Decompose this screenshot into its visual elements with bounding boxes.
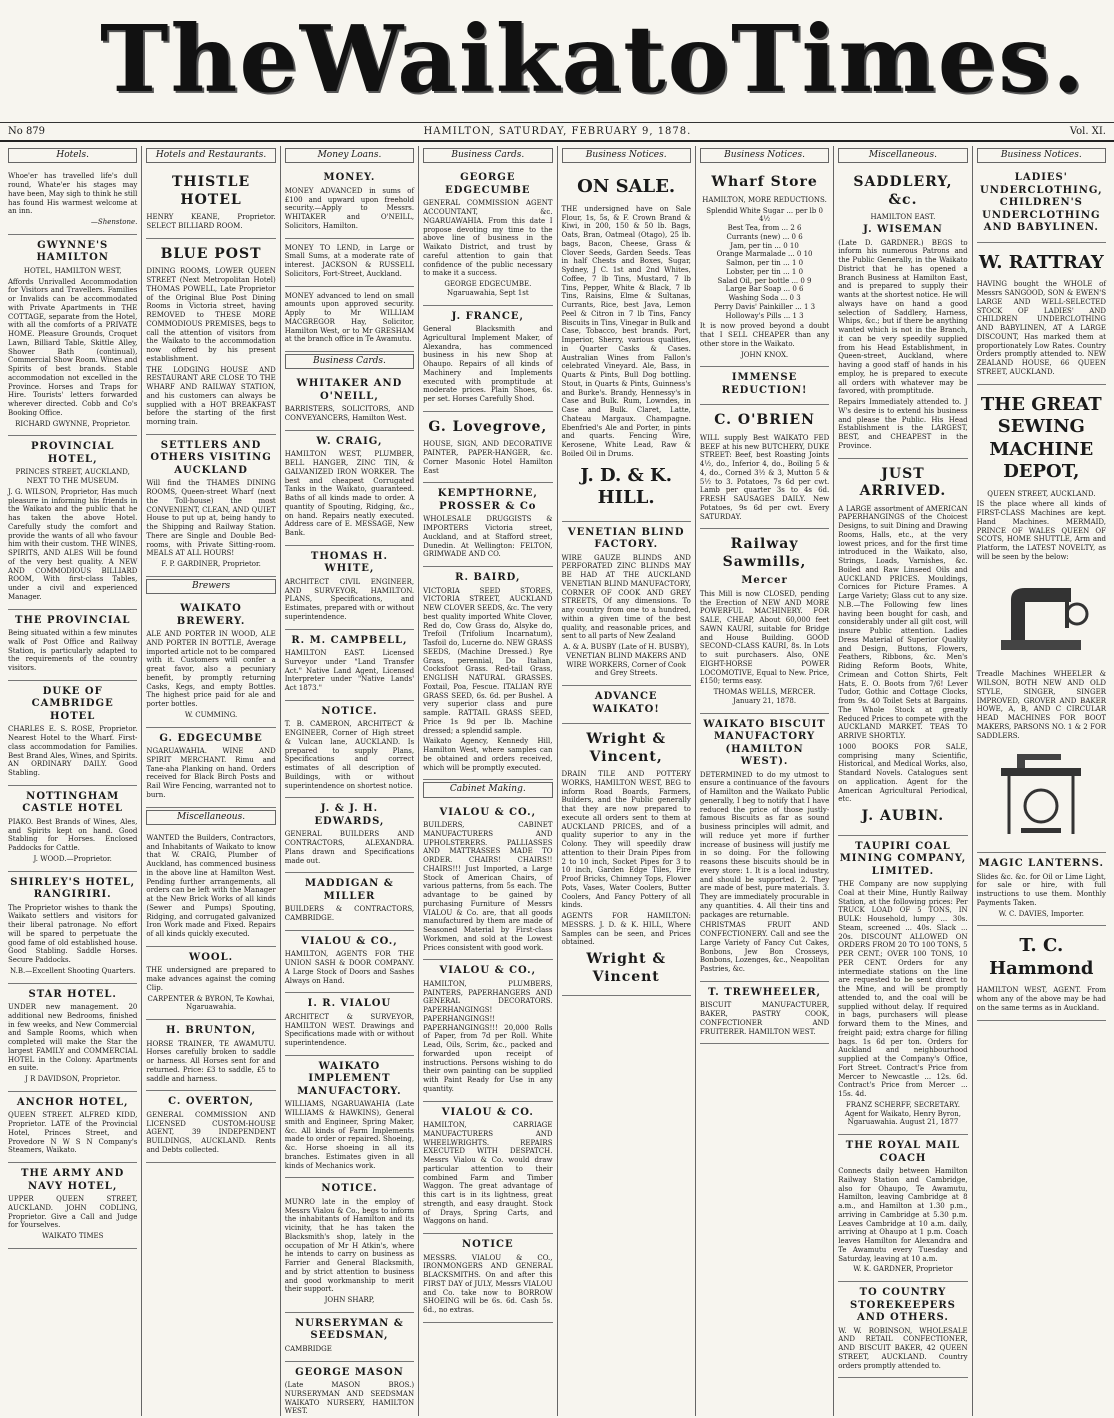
section-heading: Business Notices. — [562, 148, 691, 163]
place-date: HAMILTON, SATURDAY, FEBRUARY 9, 1878. — [423, 126, 692, 137]
ad-subtitle: Mercer — [741, 575, 788, 587]
ad-title: T. TREWHEELER, — [708, 986, 821, 998]
ad-sign: JOHN KNOX. — [740, 350, 789, 359]
ad-text: MONEY advanced to lend on small amounts upon approved security. Apply to Mr WILLIAM MACGREGOR Hay, Solicitor, Hamilton West, or to Mr GRESHAM at the branch office in Te Awamutu. — [284, 291, 415, 344]
ad-text: WILL supply Best WAIKATO FED BEEF at his new BUTCHERY, DUKE STREET: Beef, best Roasting Joints 4½, do., Inferior 4, do., Boiling 5 & 4, do., Corned 3½ & 3, Mutton 5 & 5½ to 3. Potatoes, 7s 6d per cwt. Lamb per quarter 3s to 4s 6d. FRESH SAUSAGES DAILY. New Potatoes, 9s 6d per cwt. Every SATURDAY. — [699, 433, 830, 521]
ad-text: MUNRO late in the employ of Messrs Vialou & Co., begs to inform the inhabitants of Hamilton and its vicinity, that he has taken the Blacksmith's shop, lately in the occupation of Mr H Atkin's, where he intends to carry on business as Farrier and General Blacksmith, and by strict attention to business and good workmanship to merit their support. — [284, 1197, 415, 1294]
section-heading: Business Notices. — [977, 148, 1106, 163]
ad-title: LADIES' UNDERCLOTHING, CHILDREN'S UNDERCLOTHING AND BABYLINEN. — [980, 172, 1103, 234]
column-8 — [973, 146, 1110, 1416]
ad-france — [423, 306, 552, 412]
ad-vialou-sash — [285, 931, 414, 994]
ad-text: This Mill is now CLOSED, pending the Erection of NEW AND MORE POWERFUL MACHINERY. FOR SALE, CHEAP, About 60,000 feet SAWN KAURI, suitable for Bridge and House Building. GOOD SECOND-CLASS KAURI, 8s. In Lots to suit purchasers. Also, ONE EIGHT-HORSE POWER LOCOMOTIVE, Equal to New. Price, £150; terms easy. — [699, 589, 830, 686]
ad-text: THE undersigned are prepared to make advances against the coming Clip. — [146, 966, 276, 992]
list-item: Salad Oil, per bottle ... 0 9 — [717, 276, 812, 285]
ad-text: PIAKO. Best Brands of Wines, Ales, and Spirits kept on hand. Good Stabling for Horses. Enclosed Paddocks for Cattle. — [8, 817, 138, 852]
ad-title: DUKE OF CAMBRIDGE HOTEL — [31, 685, 114, 722]
column-1 — [4, 146, 142, 1416]
ad-text: ARCHITECT & SURVEYOR, HAMILTON WEST. Drawings and Specifications made with or without superintendence. — [284, 1012, 415, 1047]
ad-w-craig — [285, 431, 414, 546]
ad-text: MONEY ADVANCED in sums of £100 and upward upon freehold security.—Apply to Messrs. WHITAKER and O'NEILL, Solicitors, Hamilton. — [284, 186, 415, 230]
ad-title: WAIKATO IMPLEMENT MANUFACTORY. — [297, 1060, 402, 1097]
ad-vialou-cabinet — [423, 802, 552, 961]
ad-army-navy-hotel — [8, 1163, 137, 1249]
ad-advance-waikato — [562, 686, 691, 724]
ad-title: WHITAKER AND O'NEILL, — [296, 378, 403, 402]
ad-sign: WAIKATO TIMES — [41, 1232, 104, 1240]
ad-anchor-hotel — [8, 1092, 137, 1163]
section-heading: Business Notices. — [700, 148, 829, 163]
ad-vialou-plumbers — [423, 960, 552, 1101]
ad-saddlery — [838, 167, 967, 458]
ad-nurseryman — [285, 1313, 414, 1362]
ad-text: VICTORIA SEED STORES, VICTORIA STREET, AUCKLAND NEW CLOVER SEEDS, &c. The very best quality imported White Clover, Red do, Cow Grass do, Alsyke do, Trefoil (Trifolium Incarnatum), Tasfoil do, Lucerne do. NEW GRASS SEEDS, (Machine Dressed.) Rye Grass, perennial, Do Italian, Cocksfoot Grass. Red-tail Grass, ENGLISH NATURAL GRASSES. Foxtail, Poa, Fescue. ITALIAN RYE GRASS SEED, 6s. 6d. per Bushel. A very superior class and pure sample. RATTAIL GRASS SEED, Price 1s 9d per lb. Machine dressed; a splendid sample. — [423, 586, 553, 735]
ad-title: VIALOU & CO., — [439, 806, 537, 818]
ad-title: THOMAS H. WHITE, — [310, 550, 388, 575]
ad-wright-vincent — [562, 724, 691, 996]
ad-title: THE PROVINCIAL — [15, 614, 131, 626]
ad-title: NURSERYMAN & SEEDSMAN, — [295, 1317, 404, 1342]
ad-title: GWYNNE'S HAMILTON — [36, 239, 109, 264]
ad-title: NOTICE — [462, 1239, 514, 1250]
ad-note: 1000 BOOKS FOR SALE, comprising many Scientific, Historical, and Medical Works, also, Standard Novels. Catalogues sent on application. Agent for the American Agricultural Periodical, etc. — [838, 742, 968, 804]
ad-baird — [423, 567, 552, 780]
ad-note: THE LODGING HOUSE AND RESTAURANT ARE CLOSE TO THE WHARF AND RAILWAY STATION, and his customers can always be supplied with a HOT BREAKFAST before the starting of the first morning train. — [146, 365, 276, 426]
ad-overton — [146, 1091, 275, 1162]
ad-subtitle: PRINCES STREET, AUCKLAND, NEXT TO THE MUSEUM. — [15, 468, 130, 485]
ad-sign: THOMAS WELLS, MERCER. January 21, 1878. — [713, 688, 816, 705]
ad-sign: JOHN SHARP, — [324, 1296, 375, 1304]
ad-text: MONEY TO LEND, in Large or Small Sums, at a moderate rate of interest. JACKSON & RUSSELL Solicitors, Fort-Street, Auckland. — [284, 243, 415, 278]
section-heading: Brewers — [146, 579, 275, 594]
ad-sign: J. D. & K. HILL. — [580, 464, 672, 508]
ad-taupiri-coal — [838, 836, 967, 1136]
section-heading: Hotels. — [8, 148, 137, 163]
ad-title: SETTLERS AND OTHERS VISITING AUCKLAND — [150, 439, 272, 476]
ad-title: WAIKATO BISCUIT MANUFACTORY (HAMILTON WEST). — [703, 718, 826, 767]
ad-text: HORSE TRAINER, TE AWAMUTU. Horses carefully broken to saddle or harness. All Horses sent for and returned. Price: £3 to saddle, £5 to saddle and harness. — [146, 1039, 276, 1083]
ad-title: VIALOU & CO., — [301, 935, 398, 947]
masthead-word-waikato: Waikato — [299, 5, 731, 113]
ad-blue-post — [146, 239, 275, 435]
ad-vialou-carriage — [423, 1102, 552, 1235]
ad-text: IS the place where all kinds of FIRST-CLASS Machines are kept. Hand Machines. MERMAID, PRINCE OF WALES QUEEN OF SCOTS, HOME SHUTTLE, Arm and Platform, the LATEST NOVELTY, as will be seen by the below: — [976, 500, 1106, 561]
ad-title: I. R. VIALOU — [307, 998, 392, 1010]
columns — [4, 146, 1110, 1416]
ad-wharf-store — [700, 167, 829, 367]
ad-sewing-machine-depot — [977, 385, 1106, 854]
ad-title: WAIKATO BREWERY. — [176, 603, 246, 627]
masthead — [0, 0, 1114, 118]
ad-title: WOOL. — [188, 951, 234, 963]
ad-title: C. OVERTON, — [168, 1096, 255, 1108]
ad-title: JUST ARRIVED. — [859, 465, 947, 499]
ad-george-mason — [285, 1362, 414, 1417]
ad-text: WANTED the Builders, Contractors, and Inhabitants of Waikato to know that W. CRAIG, Plumber of Auckland, has commenced business in the above line at Hamilton West. Pending further arrangements, all orders can be left with the Manager at the New Brick Works of all kinds (Sewer and Pumps) Spouting, Ridging, and corrugated galvanized Iron Work made and Fixed. Repairs of all kinds quickly executed. — [146, 833, 276, 938]
ad-sign: F. P. GARDINER, Proprietor. — [161, 560, 261, 568]
ad-text: HOUSE, SIGN, AND DECORATIVE PAINTER, PAPER-HANGER, &c. Corner Masonic Hotel Hamilton East — [423, 440, 553, 475]
ad-text: GENERAL COMMISSION AND LICENSED CUSTOM-HOUSE AGENT, 39 INDEPENDENT BUILDINGS, AUCKLAND. Rents and Debts collected. — [146, 1110, 276, 1154]
ad-title: NOTICE. — [321, 705, 378, 717]
column-5 — [558, 146, 696, 1416]
ad-title: J. & J. H. EDWARDS, — [314, 803, 385, 827]
ad-text: GENERAL BUILDERS AND CONTRACTORS, ALEXANDRA. Plans drawn and Specifications made out. — [284, 830, 415, 865]
ad-sign: J. AUBIN. — [861, 808, 945, 824]
ad-title: VENETIAN BLIND FACTORY. — [567, 526, 685, 550]
ad-obrien — [700, 405, 829, 529]
list-item: Best Tea, from ... 2 6 — [727, 224, 802, 232]
ad-sign: A. & A. BUSBY (Late of H. BUSBY), VENETIAN BLIND MAKERS AND WIRE WORKERS, Corner of Cook and Grey Streets. — [563, 643, 690, 678]
column-2 — [142, 146, 280, 1416]
ad-title: KEMPTHORNE, PROSSER & Co — [437, 488, 538, 512]
ad-title: STAR HOTEL. — [28, 988, 117, 1000]
list-item: Splendid White Sugar ... per lb 0 4½ — [706, 206, 823, 224]
column-4 — [419, 146, 557, 1416]
ad-cameron — [285, 701, 414, 799]
ad-shirleys-hotel — [8, 872, 137, 984]
ad-text: Being situated within a few minutes walk of Post Office and Railway Station, is particularly adapted to the requirements of the country visitors. — [8, 629, 138, 672]
ad-title: THISTLE HOTEL — [171, 174, 251, 208]
section-heading: Hotels and Restaurants. — [146, 148, 275, 163]
ad-title: VIALOU & CO., — [439, 965, 537, 977]
ad-sign: J R DAVIDSON, Proprietor. — [25, 1075, 121, 1083]
masthead-word-times: Times. — [731, 5, 1087, 113]
column-6 — [696, 146, 834, 1416]
ad-biscuit-manufactory — [700, 714, 829, 982]
ad-title: GEORGE MASON — [295, 1366, 404, 1378]
ad-note: Waikato Agency, Kennedy Hill, Hamilton West, where samples can be obtained and orders received, which will be promptly executed. — [423, 737, 553, 772]
list-item: Lobster, per tin ... 1 0 — [726, 267, 804, 276]
ad-text: DRAIN TILE AND POTTERY WORKS, HAMILTON WEST, BEG to inform Road Boards, Farmers, Builders, and the Public generally that they are now prepared to execute all orders sent to them at AUCKLAND PRICES, and of a quality superior to any in the Colony. They will speedily draw attention to their Drain Pipes from 2 to 10 inch, Socket Pipes for 3 to 10 inch, Garden Edge Tiles, Fire Proof Bricks, Chimney Tops, Flower Pots, Vases, Water Coolers, Butter Coolers, And Fancy Pottery of all kinds. — [561, 770, 691, 910]
ad-text: DETERMINED to do my utmost to ensure a continuance of the favours of Hamilton and the Waikato Public generally, I beg to notify that I have reduced the price of those justly-famous Biscuits as far as sound business principles will admit, and will reduce yet more if further increase of business will justify me in so doing. For the following reasons these biscuits should be in every store: 1. It is a local industry, and should be supported. 2. They are made of best, pure materials. 3. They are immediately procurable in any quantities. 4. All their tins and packages are returnable. — [699, 770, 830, 919]
ad-title: Wright & Vincent, — [586, 731, 667, 765]
column-7 — [834, 146, 972, 1416]
ad-country-storekeepers — [838, 1282, 967, 1378]
ad-magic-lanterns — [977, 853, 1106, 926]
ad-railway-sawmills — [700, 529, 829, 713]
ad-subtitle: QUEEN STREET, AUCKLAND. — [987, 489, 1096, 498]
ad-venetian-blind — [562, 522, 691, 687]
dateline — [0, 122, 1114, 142]
ad-title: G. Lovegrove, — [428, 418, 548, 435]
ad-text: HAMILTON WEST, AGENT. From whom any of the above may be had on the same terms as in Auckland. — [976, 986, 1106, 1012]
ad-title: THE ARMY AND NAVY HOTEL, — [21, 1168, 125, 1192]
ad-text: HAMILTON EAST. Licensed Surveyor under "Land Transfer Act." Native Land Agent, Licensed Interpreter under "Native Lands' Act 1873." — [284, 649, 415, 692]
ad-title: J. FRANCE, — [451, 310, 524, 322]
ad-subtitle: HAMILTON, MORE REDUCTIONS. — [702, 195, 827, 204]
list-item: Holloway's Pills ... 1 3 — [725, 311, 804, 320]
ad-title: ANCHOR HOTEL, — [16, 1096, 129, 1108]
section-heading: Cabinet Making. — [423, 782, 552, 797]
list-item: Washing Soda ... 0 3 — [728, 294, 801, 302]
ad-title: TO COUNTRY STOREKEEPERS AND OTHERS. — [849, 1287, 956, 1323]
ad-text: General Blacksmith and Agricultural Implement Maker, of Alexandra, has commenced business in his new Shop at Ohaupo. Repairs of all kinds of Machinery and Implements executed with promptitude at moderate prices. Plain Shoes, 6s. per set. Horses Carefully Shod. — [423, 325, 553, 403]
ad-note: AGENTS FOR HAMILTON: MESSRS. J. D. & K. HILL, Where Samples can be seen, and Prices obtained. — [561, 912, 691, 947]
ad-edgecumbe-commission — [423, 167, 552, 305]
price-list — [700, 207, 829, 321]
ad-text: UNDER new management. 20 additional new Bedrooms, finished in few weeks, and New Commercial and Sample Rooms, which when completed will make the Star the largest FAMILY and COMMERCIAL HOTEL in the Colony. Apartments en suite. — [8, 1003, 138, 1073]
ad-text: HAMILTON, CARRIAGE MANUFACTURERS AND WHEELWRIGHTS. REPAIRS EXECUTED WITH DESPATCH. Messrs Vialou & Co. would draw particular attention to their combined Farm and Timber Waggon. The great advantage of this cart is in its lightness, great strength, and easy draught. Stock of Drays, Spring Carts, and Waggons on hand. — [423, 1121, 553, 1226]
ad-thomas-white — [285, 546, 414, 630]
ad-sign: Wright & Vincent — [586, 951, 667, 985]
ad-text: NGARUAWAHIA. WINE AND SPIRIT MERCHANT. Rimu and Tane-aha Planking on hand. Orders received for Black Birch Posts and Rail Wire Fencing, warranted not to burn. — [146, 747, 276, 799]
section-heading: Money Loans. — [285, 148, 414, 163]
ad-text: The Proprietor wishes to thank the Waikato settlers and visitors for their liberal patronage. No effort will be spared to perpetuate the good fame of old established house. Good Stabling. Saddle Horses. Secure Paddocks. — [8, 903, 138, 964]
ad-text: ALE AND PORTER IN WOOD, ALE AND PORTER IN BOTTLE, Average imported article not to be compared with it. Customers will confer a great favor, also a pecuniary benefit, by promptly returning Casks, Kegs, and empty Bottles. The highest price paid for ale and porter bottles. — [146, 630, 276, 708]
ad-sign: J. WOOD.—Proprietor. — [33, 854, 112, 863]
ad-sign: W. K. GARDNER, Proprietor — [853, 1265, 953, 1274]
ad-sign: GEORGE EDGECUMBE. Ngaruawahia, Sept 1st — [444, 280, 532, 297]
ad-provincial-hotel — [8, 436, 137, 609]
ad-vialou-notice — [423, 1234, 552, 1323]
ad-text: HENRY KEANE, Proprietor. SELECT BILLIARD ROOM. — [146, 213, 276, 230]
ad-thames-dining — [146, 435, 275, 577]
ad-text: CHARLES E. S. ROSE, Proprietor. Nearest Hotel to the Wharf. First-class accommodation for Families. Best Brand Ales, Wines, and Spirits. AN ORDINARY DAILY. Good Stabling. — [8, 725, 138, 777]
list-item: Salmon, per tin ... 1 0 — [726, 259, 804, 267]
section-heading: Business Cards. — [423, 148, 552, 163]
ad-subtitle: HAMILTON EAST. — [870, 213, 936, 222]
ad-note: N.B.—Excellent Shooting Quarters. — [9, 966, 136, 975]
ad-money-advanced — [285, 287, 414, 353]
ad-title: SADDLERY, &c. — [853, 174, 953, 208]
ad-title: NOTTINGHAM CASTLE HOTEL — [22, 790, 124, 815]
ad-title: Wharf Store — [711, 174, 818, 191]
ad-text: (Late MASON BROS.) NURSERYMAN AND SEEDSMAN WAIKATO NURSERY, HAMILTON WEST. — [284, 1381, 415, 1416]
ad-text: T. B. CAMERON, ARCHITECT & ENGINEER, Corner of High street & Vulcan lane, AUCKLAND. Is prepared to supply Plans, Specifications and correct estimates of all description of Buildings, with or without superintendence on shortest notice. — [284, 720, 415, 790]
issue-number: No 879 — [8, 126, 46, 137]
ad-text: Connects daily between Hamilton Railway Station and Cambridge, also for Ohaupo, Te Awamutu, Hamilton, leaving Cambridge at 8 a.m., and Hamilton at 1.30 p.m., arriving in Cambridge at 5.30 p.m. Leaves Cambridge at 10 a.m. daily, arriving at Ohaupo at 1 p.m. Coach leaves Hamilton for Alexandra and Te Awamutu every Tuesday and Saturday, leaving at 10 a.m. — [838, 1167, 968, 1263]
ad-campbell — [285, 630, 414, 701]
ad-immense-reduction — [700, 367, 829, 405]
ad-text: Affords Unrivalled Accommodation for Visitors and Travellers. Families or Invalids can be accommodated with Private Apartments in THE COTTAGE, separate from the Hotel, with all the comforts of a PRIVATE HOME. Pleasure Grounds, Croquet Lawn, Billiard Table, Skittle Alley, Shower Bath (continual), Commercial Show Room. Wines and Spirits of best brands. Stable accommodation not excelled in the Province. Horses and Traps for Hire. Tourists' letters forwarded wherever directed. Cobb and Co's Booking Office. — [8, 277, 138, 417]
ad-title: PROVINCIAL HOTEL, — [31, 441, 115, 465]
ad-title: MONEY. — [323, 172, 376, 184]
ad-nottingham-castle — [8, 786, 137, 872]
ad-underclothing — [977, 167, 1106, 243]
ad-title: W. RATTRAY — [978, 251, 1104, 273]
ad-on-sale — [562, 167, 691, 521]
ad-text: Whoe'er has travelled life's dull round, Whate'er his stages may have been, May sigh to think he still has found His warmest welcome at an inn. — [8, 172, 138, 216]
list-item: Jam, per tin ... 0 10 — [730, 241, 799, 250]
ad-text: GENERAL COMMISSION AGENT ACCOUNTANT, &c. NGARUAWAHIA. From this date I propose devoting my time to the above line of business in the Waikato District, and trust by careful attention to gain that confidence of the public necessary to make it a success. — [423, 199, 553, 278]
ad-royal-mail-coach — [838, 1135, 967, 1282]
ad-title: W. CRAIG, — [316, 435, 383, 447]
ad-text: Slides &c. &c. for Oil or Lime Light, for sale or hire, with full instructions to use them. Monthly Payments Taken. — [976, 872, 1106, 907]
ad-munro-notice — [285, 1178, 414, 1313]
ad-vialou-architect — [285, 993, 414, 1056]
ad-text: HAMILTON, AGENTS FOR THE UNION SASH & DOOR COMPANY. A Large Stock of Doors and Sashes Always on Hand. — [284, 950, 415, 985]
section-heading: Business Cards. — [285, 354, 414, 369]
ad-just-arrived — [838, 459, 967, 836]
ad-text: W. W. ROBINSON, WHOLESALE AND RETAIL CONFECTIONER, AND BISCUIT BAKER, 42 QUEEN STREET, AUCKLAND. Country orders promptly attended to. — [838, 1326, 968, 1370]
masthead-word-the: The — [100, 5, 300, 113]
ad-title: THE GREAT SEWING MACHINE DEPOT, — [980, 393, 1102, 482]
ad-title: TAUPIRI COAL MINING COMPANY, LIMITED. — [839, 840, 967, 877]
ad-title: IMMENSE REDUCTION! — [721, 372, 808, 396]
ad-duke-of-cambridge — [8, 681, 137, 786]
ad-title: R. BAIRD, — [455, 572, 521, 583]
list-item: Perry Davis' Painkiller ... 1 3 — [713, 302, 816, 311]
ad-name: J. WISEMAN — [863, 224, 943, 235]
ad-text: BUILDERS & CONTRACTORS, CAMBRIDGE. — [284, 905, 415, 922]
ad-edgecumbe-wine — [146, 728, 275, 808]
ad-title: H. BRUNTON, — [165, 1025, 257, 1036]
ad-text: HAVING bought the WHOLE of Messrs SANGOOD, SON & EWEN'S LARGE AND WELL-SELECTED STOCK OF LADIES' AND CHILDREN UNDERCLOTHING AND BABYLINEN, AT A LARGE DISCOUNT, Has marked them at proportionately Low Rates. Country Orders promptly attended to. NEW ZEALAND HOUSE, 66 QUEEN STREET, AUCKLAND. — [976, 280, 1106, 376]
ad-sign: W. CUMMING. — [184, 710, 238, 719]
ad-title: Railway Sawmills, — [722, 536, 807, 570]
ad-text: WHOLESALE DRUGGISTS & IMPORTERS Victoria street, Auckland, and at Stafford street, Dunedin. At Wellington: FELTON, GRIMWADE AND CO. — [423, 515, 553, 559]
treadle-machine-illustration — [991, 748, 1091, 838]
ad-money-to-lend — [285, 239, 414, 287]
ad-text: (Late D. GARDNER.) BEGS to inform his numerous Patrons and the Public Generally, in the Waikato District that he has opened a Branch Business at Hamilton East, and is prepared to supply their wants at the shortest notice. He will always have on hand a good selection of Saddlery, Harness, Whips, &c.; but if there be anything wanted which is not in the Branch, it can be very speedily supplied from his Head Establishment, in Queen-street, Auckland, where having a good staff of hands in his employ, he is prepared to execute all orders with whatever may be favored, with promptitude. — [838, 238, 968, 396]
ad-rattray — [977, 243, 1106, 385]
ad-text: QUEEN STREET. ALFRED KIDD, Proprietor. LATE of the Provincial Hotel, Princes Street, and Provedore N W S N Company's Steamers, Waikato. — [8, 1111, 138, 1155]
section-heading: Miscellaneous. — [146, 810, 275, 825]
ad-text: MESSRS. VIALOU & CO., IRONMONGERS AND GENERAL BLACKSMITHS. On and after this FIRST DAY of JULY, Messrs VIALOU and Co. take now to BORROW SHOEING will be 6s. 6d. Cash 5s. 6d., no extras. — [423, 1253, 553, 1314]
ad-sign: CARPENTER & BYRON, Te Kowhai, Ngaruawahia. — [147, 994, 275, 1012]
ad-title: G. EDGECUMBE — [159, 732, 263, 744]
ad-text: WILLIAMS, NGARUAWAHIA (Late WILLIAMS & HAWKINS), General smith and Engineer, Spring Maker, &c. All kinds of Farm Implements made to order or repaired. Shoeing, &c. Horse shoeing in all its branches. Estimates given in all kinds of Mechanics work. — [284, 1100, 415, 1170]
ad-waikato-brewery — [146, 598, 275, 728]
ad-note: CHRISTMAS FRUIT AND CONFECTIONERY. Call and see the Large Variety of Fancy Cut Cakes, Bonbons, Jew Bon Crosseys, Bonbons, Lozenges, &c., Neapolitan Pastries, &c. — [699, 921, 830, 973]
ad-sign: —Shenstone. — [90, 218, 138, 226]
ad-text: BARRISTERS, SOLICITORS, AND CONVEYANCERS, Hamilton West. — [284, 405, 415, 422]
list-item: Orange Marmalade ... 0 10 — [716, 250, 813, 259]
ad-title: THE ROYAL MAIL COACH — [845, 1140, 961, 1164]
ad-wool — [146, 947, 275, 1020]
ad-title: ON SALE. — [577, 176, 676, 198]
ad-text: UPPER QUEEN STREET, AUCKLAND. JOHN CODLING, Proprietor. Give a Call and Judge for Yourselves. — [8, 1195, 138, 1230]
ad-the-provincial — [8, 610, 137, 681]
ad-note: Repairs Immediately attended to. J W's desire is to extend his business and please the Public. His Head Establishment is the LARGEST, BEST, and CHEAPEST in the Province. — [838, 398, 968, 450]
ad-text: DINING ROOMS, LOWER QUEEN STREET (Next Metropolitan Hotel) THOMAS POWELL, Late Proprietor of the Original Blue Post Dining Rooms in Victoria street, having REMOVED to THESE MORE COMMODIOUS PREMISES, begs to call the attention of visitors from the Waikato to the accommodation now offered by his present establishment. — [146, 267, 276, 363]
sewing-machine-illustration — [991, 570, 1091, 660]
ad-kempthorne — [423, 483, 552, 567]
column-3 — [281, 146, 419, 1416]
list-item: Large Bar Soap ... 0 6 — [725, 285, 804, 294]
ad-title: SHIRLEY'S HOTEL, RANGIRIRI. — [10, 876, 136, 900]
ad-text: Will find the THAMES DINING ROOMS, Queen-street Wharf (next the Toll-house) the most CONVENIENT, CLEAN, AND QUIET House to put up at, being handy to the Shipping and Railway Station. There are Single and Double Bed-rooms, with Private Sitting-room. MEALS AT ALL HOURS! — [146, 479, 276, 558]
ad-star-hotel — [8, 984, 137, 1092]
ad-wanted — [146, 829, 275, 947]
ad-text: A LARGE assortment of AMERICAN PAPERHANGINGS of the Choicest Designs, to suit Dining and Drawing Rooms, Halls, etc., at the very lowest prices, and for the first time introduced in the Waikato, also, Strings, Loads, Varnishes, &c. Boiled and Raw Linseed Oils and AUCKLAND PRICES. Mouldings, Cornices for Picture Frames. A Large Variety; Glass cut to any size. N.B.—The Following few lines having been bought for cash, and considerably under all gilt cost, will insure Public attention. Ladies Dress Material of Superior Quality and Design, Buttons, Flowers, Feathers, Ribbons, &c. Men's Riding Reform Boots, White, Crimean and Cotton Shirts, Felt Hats, E. O. Boots from 7/6! Lever Tudor, Gothic and Cottage Clocks, from 9s. 40 Toilet Sets at Bargains. The Whole Stock at greatly Reduced Prices to compete with the AUCKLAND MARKET. TEAS TO ARRIVE SHORTLY. — [838, 504, 968, 740]
ad-title: C. O'BRIEN — [714, 412, 815, 429]
ad-title: GEORGE EDGECUMBE — [445, 172, 531, 196]
ad-text: BISCUIT MANUFACTURER, BAKER, PASTRY COOK, CONFECTIONER AND FRUITERER. HAMILTON WEST. — [699, 1001, 830, 1036]
ad-gwynnes-hotel — [8, 235, 137, 437]
ad-money — [285, 167, 414, 238]
ad-subtitle: HOTEL, HAMILTON WEST, — [23, 266, 122, 275]
list-item: Currants (new) ... 0 6 — [726, 232, 803, 241]
ad-hammond — [977, 926, 1106, 1020]
ad-text: BUILDERS, CABINET MANUFACTURERS AND UPHOLSTERERS. PALLIASSES AND MATTRASSES MADE TO ORDER. CHAIRS! CHAIRS!! CHAIRS!!! Just Imported, a Large Stock of American Chairs, of various patterns, from 5s each. The advantage to be gained by purchasing Furniture of Messrs VIALOU & Co. are, that all goods manufactured by them are made of Seasoned Material by First-class Workmen, and sold at the Lowest Prices consistent with good work. — [423, 821, 553, 952]
ad-note: It is now proved beyond a doubt that I SELL CHEAPER than any other store in the Waikato. — [699, 322, 830, 348]
volume: Vol. XI. — [1069, 126, 1106, 137]
ad-sign: W. C. DAVIES, Importer. — [998, 909, 1085, 918]
ad-list: Treadle Machines WHEELER & WILSON, BOTH NEW AND OLD STYLE, SINGER, SINGER IMPROVED, GROVER AND BAKER HOWE, A, B, AND C CIRCULAR HEAD MACHINES FOR BOOT MAKERS, PARSONS NO. 1 & 2 FOR SADDLERS. — [976, 670, 1106, 740]
ad-poem — [8, 167, 137, 235]
ad-title: MAGIC LANTERNS. — [978, 858, 1104, 869]
ad-title: MADDIGAN & MILLER — [305, 878, 394, 902]
ad-text: ARCHITECT CIVIL ENGINEER, AND SURVEYOR, HAMILTON. PLANS, Specifications, and Estimates, prepared with or without superintendence. — [284, 577, 415, 621]
ad-edwards — [285, 798, 414, 873]
ad-title: VIALOU & CO. — [441, 1106, 534, 1118]
ad-title: ADVANCE WAIKATO! — [592, 691, 660, 715]
ad-text: HAMILTON WEST, PLUMBER, BELL HANGER, ZINC TIN, & GALVANIZED IRON WORKER. The best and cheapest Corrugated Tanks in the Waikato, guaranteed. Baths of all kinds made to order. A quantity of Spouting, Ridging, &c., on hand. Repairs neatly executed. Address care of E. MESSAGE, New Bank. — [284, 450, 415, 537]
ad-title: BLUE POST — [160, 245, 262, 262]
ad-text: J. G. WILSON, Proprietor, Has much pleasure in informing his friends in the Waikato and the public that he has taken the above Hotel. Carefully study the comfort and provide the wants of all who favour him with their custom. THE WINES, SPIRITS, AND ALES Will be found of the very best quality. A NEW AND COMMODIOUS BILLIARD ROOM, With first-class Tables, under a civil and experienced Manager. — [8, 487, 138, 601]
ad-maddigan-miller — [285, 873, 414, 931]
ad-text: THE undersigned have on Sale Flour, 1s, 5s, & F. Crown Brand & Kiwi, in 200, 150 & 50 lb. Bags, Oats, Bran, Oatmeal (Otago), 25 lb. bags, Bacon, Cheese, Grass & Clover Seeds, Garden Seeds. Teas in half Chests and Boxes, Sugar, Sydney, J C. 1st and 2nd Whites, Coffee, 7 lb Tins, Mustard, 7 lb Tins, Pepper, White & Black, 7 lb Tins, Raisins, Elme & Sultanas, Currants, Rice, best Java, Lemon Peel & Citron in 7 lb Tins, Fancy Biscuits in Tins, Vinegar in Bulk and Case, Tobacco, best brands. Port, Imperior, Sherry, various qualities, in Quarter Casks & Cases. Australian Wines from Fallon's celebrated Vineyard. Ale, Bass, in Quarts & Pints, Bull Dog bottling. Stout, in Quarts & Pints, Guinness's and Burke's. Brandy, Hennessy's in Case and Bulk. Rum, Lowndes, in Case and Bulk. Claret, Latte, Chateau Margaux. Champagne. Ebenfried's Ale and Porter, in pints and quarts. Fencing Wire, Kerosene, White Lead, Raw & Boiled Oil in Drums. — [561, 204, 691, 458]
ad-text: CAMBRIDGE — [284, 1344, 332, 1353]
ad-sign: RICHARD GWYNNE, Proprietor. — [15, 419, 131, 428]
ad-thistle-hotel — [146, 167, 275, 239]
ad-lovegrove — [423, 412, 552, 484]
ad-sign: FRANZ SCHERFF, SECRETARY. Agent for Waikato, Henry Byron, Ngaruawahia. August 21, 1877 — [844, 1100, 962, 1127]
ad-title: R. M. CAMPBELL, — [291, 634, 408, 646]
ad-title: T. C. Hammond — [989, 935, 1094, 979]
ad-whitaker-oneill — [285, 373, 414, 431]
section-heading: Miscellaneous. — [838, 148, 967, 163]
ad-text: WIRE GAUZE BLINDS AND PERFORATED ZINC BLINDS MAY BE HAD AT THE AUCKLAND VENETIAN BLIND MANUFACTORY, CORNER OF COOK AND GREY STREETS, Of any dimensions. To any country from one to a hundred, within a given time of the best quality, and reasonable prices, and sent to all parts of New Zealand — [561, 553, 691, 641]
ad-brunton — [146, 1020, 275, 1091]
ad-implement-manufactory — [285, 1056, 414, 1179]
ad-title: NOTICE. — [321, 1183, 378, 1195]
ad-text: THE Company are now supplying Coal at their Mine, Huntly Railway Station, at the following prices: Per TRUCK LOAD OF 5 TONS, IN BULK: Household, lumpy ... 30s. Steam, screened ... 40s. Slack ... 20s. DISCOUNT ALLOWED ON ORDERS FROM 20 TO 100 TONS, 5 PER CENT.; OVER 100 TONS, 10 PER CENT. Orders for any intermediate stations on the line are requested to be sent direct to the Mine, and will be promptly attended to, and the coal will be supplied without delay. If required in bags, purchasers will please forward them to the Mines, and freight paid; extra charge for filling bags. 1s 6d per ton. Orders for Auckland and neighbourhood supplied at the Company's Office, Fort Street. Contract's Price from Mercer to Newcastle ... 12s. 6d. Contract's Price from Mercer ... 15s. 4d. — [838, 880, 968, 1098]
ad-text: HAMILTON, PLUMBERS, PAINTERS, PAPERHANGERS AND GENERAL DECORATORS. PAPERHANGINGS! PAPERHANGINGS!! PAPERHANGINGS!!! 20,000 Rolls of Paper, from 7d per Roll. White Lead, Oils, Scrim, &c., packed and forwarded upon receipt of instructions. Persons wishing to do their own painting can be supplied with Paint Ready for Use in any quantity. — [423, 979, 553, 1093]
ad-trewheeler — [700, 982, 829, 1045]
